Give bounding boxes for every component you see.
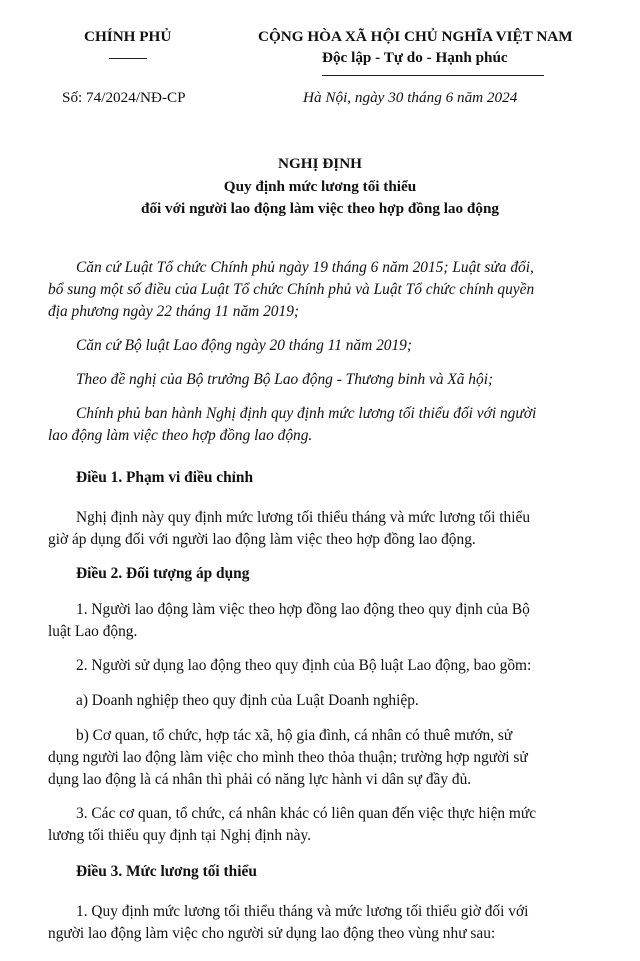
preamble-line: lao động làm việc theo hợp đồng lao động. xyxy=(48,427,313,444)
preamble-line: Theo đề nghị của Bộ trưởng Bộ Lao động - Thương binh và Xã hội; xyxy=(76,371,494,388)
document-title-line-1: Quy định mức lương tối thiểu xyxy=(223,178,417,195)
preamble-line: Căn cứ Bộ luật Lao động ngày 20 tháng 11 năm 2019; xyxy=(76,337,413,354)
article-2-clause: 2. Người sử dụng lao động theo quy định của Bộ luật Lao động, bao gồm: xyxy=(76,657,532,674)
issuer-name: CHÍNH PHỦ xyxy=(84,28,172,45)
article-2-clause: lương tối thiểu quy định tại Nghị định này. xyxy=(48,827,311,844)
article-2-clause: dụng người lao động làm việc cho mình theo thỏa thuận; trường hợp người sử xyxy=(48,749,528,766)
preamble-line: Căn cứ Luật Tổ chức Chính phủ ngày 19 tháng 6 năm 2015; Luật sửa đổi, xyxy=(76,259,534,276)
article-2-heading: Điều 2. Đối tượng áp dụng xyxy=(76,565,250,582)
document-title-line-2: đối với người lao động làm việc theo hợp đồng lao động xyxy=(141,200,499,217)
article-2-clause: 1. Người lao động làm việc theo hợp đồng lao động theo quy định của Bộ xyxy=(76,601,530,618)
preamble-line: bổ sung một số điều của Luật Tổ chức Chính phủ và Luật Tổ chức chính quyền xyxy=(48,281,535,298)
national-motto: Độc lập - Tự do - Hạnh phúc xyxy=(322,49,508,66)
article-1-heading: Điều 1. Phạm vi điều chỉnh xyxy=(76,469,254,486)
article-1-text: giờ áp dụng đối với người lao động làm việc theo hợp đồng lao động. xyxy=(48,531,476,548)
document-number: Số: 74/2024/NĐ-CP xyxy=(62,89,186,106)
article-3-clause: người lao động làm việc cho người sử dụng lao động theo vùng như sau: xyxy=(48,925,496,942)
article-3-clause: 1. Quy định mức lương tối thiểu tháng và mức lương tối thiểu giờ đối với xyxy=(76,903,529,920)
document-type: NGHỊ ĐỊNH xyxy=(278,155,362,172)
preamble-line: Chính phủ ban hành Nghị định quy định mức lương tối thiểu đối với người xyxy=(76,405,537,422)
article-2-clause: luật Lao động. xyxy=(48,623,138,640)
place-and-date: Hà Nội, ngày 30 tháng 6 năm 2024 xyxy=(303,89,518,106)
article-3-heading: Điều 3. Mức lương tối thiểu xyxy=(76,863,257,880)
article-1-text: Nghị định này quy định mức lương tối thiểu tháng và mức lương tối thiểu xyxy=(76,509,531,526)
issuer-underline xyxy=(109,58,147,59)
article-2-clause: 3. Các cơ quan, tổ chức, cá nhân khác có liên quan đến việc thực hiện mức xyxy=(76,805,537,822)
motto-underline xyxy=(322,75,544,76)
preamble-line: địa phương ngày 22 tháng 11 năm 2019; xyxy=(48,303,300,320)
national-title: CỘNG HÒA XÃ HỘI CHỦ NGHĨA VIỆT NAM xyxy=(258,28,573,45)
article-2-clause: dụng lao động là cá nhân thì phải có năng lực hành vi dân sự đầy đủ. xyxy=(48,771,472,788)
article-2-clause: b) Cơ quan, tổ chức, hợp tác xã, hộ gia đình, cá nhân có thuê mướn, sử xyxy=(76,727,513,744)
article-2-clause: a) Doanh nghiệp theo quy định của Luật Doanh nghiệp. xyxy=(76,692,419,709)
